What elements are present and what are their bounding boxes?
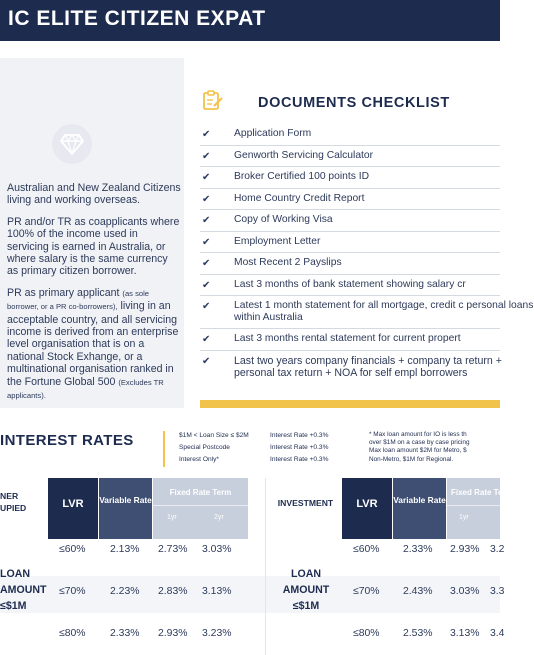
check-icon: ✔ bbox=[202, 236, 211, 248]
owner-occupied-label-line: NER bbox=[0, 491, 19, 501]
header-divider bbox=[447, 505, 500, 506]
category-line: ≤$1M bbox=[292, 600, 320, 612]
table-cell-fixed-2yr: 3.3 bbox=[490, 586, 505, 597]
table-cell-variable: 2.53% bbox=[403, 628, 433, 639]
list-item bbox=[200, 210, 500, 232]
check-icon: ✔ bbox=[202, 334, 211, 345]
eligibility-panel bbox=[0, 58, 184, 408]
check-icon: ✔ bbox=[202, 172, 211, 183]
checklist-title: DOCUMENTS CHECKLIST bbox=[258, 95, 450, 111]
lvr-header: LVR bbox=[48, 478, 98, 539]
table-cell-fixed-1yr: 2.73% bbox=[158, 544, 188, 555]
category-line: AMOUNT bbox=[0, 584, 47, 596]
table-cell-variable: 2.43% bbox=[403, 586, 433, 597]
increment-item: Interest Rate +0.3% bbox=[270, 456, 329, 463]
fixed-1yr-label: 1yr bbox=[459, 514, 469, 521]
variable-rate-header: Variable Rate bbox=[393, 478, 446, 539]
table-divider bbox=[265, 478, 266, 655]
fixed-rate-header bbox=[447, 478, 513, 539]
table-cell-lvr: ≤80% bbox=[59, 628, 86, 639]
owner-occupied-label bbox=[0, 490, 42, 514]
page-title: IC ELITE CITIZEN EXPAT bbox=[8, 7, 266, 30]
table-cell-lvr: ≤60% bbox=[353, 544, 380, 555]
fixed-rate-header bbox=[153, 478, 248, 539]
check-icon: ✔ bbox=[202, 355, 211, 367]
owner-occupied-label-line: UPIED bbox=[0, 503, 27, 513]
checklist-item-label: Last 3 months rental statement for current propert bbox=[234, 333, 461, 344]
checklist-item-label: Home Country Credit Report bbox=[234, 192, 365, 204]
table-cell-variable: 2.13% bbox=[110, 544, 140, 555]
table-cell-lvr: ≤70% bbox=[353, 586, 380, 597]
list-item bbox=[200, 232, 500, 254]
list-item bbox=[200, 189, 500, 211]
clipboard-edit-icon bbox=[202, 89, 224, 116]
footnote-line: * Max loan amount for IO is less th bbox=[369, 431, 467, 438]
table-cell-fixed-2yr: 3.2 bbox=[490, 544, 505, 555]
check-icon: ✔ bbox=[202, 129, 211, 140]
fixed-1yr-label: 1yr bbox=[167, 514, 177, 521]
check-icon: ✔ bbox=[202, 150, 211, 162]
list-item bbox=[200, 253, 500, 275]
checklist-item-label: Genworth Servicing Calculator bbox=[234, 149, 374, 161]
header-bar bbox=[0, 0, 500, 41]
list-item bbox=[200, 275, 500, 297]
increment-item: Interest Rate +0.3% bbox=[270, 432, 329, 439]
checklist-item-label: Broker Certified 100 points ID bbox=[234, 171, 370, 182]
table-cell-fixed-2yr: 3.03% bbox=[202, 544, 232, 555]
list-item bbox=[200, 146, 500, 168]
eligibility-pr-tr-coapplicants: PR and/or TR as coapplicants where 100% of the income used in servicing is earned in Australia, or where salary is the same currency as primary citizen borrower. bbox=[7, 215, 180, 278]
pr-primary-note: (as sole borrower, or a PR co-borrowers), bbox=[7, 288, 150, 312]
pr-primary-lead: PR as primary applicant bbox=[7, 286, 120, 299]
footnote-line: over $1M on a case by case pricing bbox=[369, 439, 470, 447]
table-cell-lvr: ≤80% bbox=[353, 628, 380, 639]
table-cell-lvr: ≤60% bbox=[59, 544, 86, 555]
checklist-header bbox=[200, 85, 500, 121]
list-item bbox=[200, 167, 500, 189]
increment-item: Interest Rate +0.3% bbox=[270, 444, 329, 451]
legend-accent-bar bbox=[163, 431, 165, 467]
table-cell-fixed-2yr: 3.23% bbox=[202, 628, 232, 639]
check-icon: ✔ bbox=[202, 258, 211, 269]
checklist-item-label: Latest 1 month statement for all mortgage, credit c personal loans within Australia bbox=[234, 300, 534, 323]
legend-item: $1M < Loan Size ≤ $2M bbox=[179, 432, 249, 439]
footnote-line: Max loan amount $2M for Metro, $ bbox=[369, 447, 467, 455]
table-cell-fixed-1yr: 2.93% bbox=[158, 628, 188, 639]
table-cell-fixed-1yr: 2.83% bbox=[158, 586, 188, 597]
footnote-line: Non-Metro, $1M for Regional. bbox=[369, 455, 454, 463]
table-cell-variable: 2.23% bbox=[110, 586, 140, 597]
checklist-item-label: Last 3 months of bank statement showing salary cr bbox=[234, 278, 466, 290]
check-icon: ✔ bbox=[202, 301, 211, 312]
fixed-2yr-label: 2yr bbox=[214, 514, 224, 521]
table-cell-fixed-2yr: 3.13% bbox=[202, 586, 232, 597]
list-item bbox=[200, 329, 500, 351]
fixed-rate-term-label: Fixed Rate Term bbox=[169, 488, 232, 497]
category-line: ≤$1M bbox=[0, 600, 27, 612]
table-cell-variable: 2.33% bbox=[110, 628, 140, 639]
diamond-icon bbox=[52, 124, 92, 164]
table-cell-fixed-1yr: 3.13% bbox=[450, 628, 480, 639]
pr-primary-body: living in an acceptable country, and all servicing income is derived from an enterprise level organisation that is on a national Stock Exhange, or a multinational organisation ranked in the Fortune Global 500 bbox=[7, 300, 179, 388]
category-line: LOAN bbox=[290, 568, 321, 580]
investment-label: INVESTMENT bbox=[277, 498, 334, 508]
table-cell-fixed-1yr: 3.03% bbox=[450, 586, 480, 597]
table-cell-fixed-1yr: 2.93% bbox=[450, 544, 480, 555]
header-divider bbox=[153, 505, 248, 506]
list-item bbox=[200, 296, 534, 329]
check-icon: ✔ bbox=[202, 193, 211, 205]
category-line: AMOUNT bbox=[282, 584, 330, 596]
lvr-header: LVR bbox=[342, 478, 392, 539]
fixed-rate-term-label: Fixed Rate Term bbox=[451, 488, 513, 497]
eligibility-text bbox=[7, 182, 181, 412]
documents-checklist bbox=[200, 124, 534, 403]
legend-item: Interest Only* bbox=[179, 456, 219, 463]
rates-title: INTEREST RATES bbox=[0, 432, 134, 449]
pr-primary-exclusion: (Excludes TR applicants). bbox=[7, 377, 164, 401]
checklist-accent-rule bbox=[200, 400, 500, 408]
legend-item: Special Postcode bbox=[179, 444, 230, 451]
check-icon: ✔ bbox=[202, 279, 211, 291]
owner-loan-amount-label bbox=[0, 566, 47, 614]
eligibility-citizens: Australian and New Zealand Citizens living and working overseas. bbox=[7, 182, 181, 207]
rates-footnote bbox=[369, 431, 500, 464]
variable-rate-header: Variable Rate bbox=[99, 478, 152, 539]
table-cell-fixed-2yr: 3.4 bbox=[490, 628, 505, 639]
investment-loan-amount-label bbox=[270, 566, 342, 614]
table-cell-lvr: ≤70% bbox=[59, 586, 86, 597]
checklist-item-label: Employment Letter bbox=[234, 235, 321, 247]
rate-adjustments-legend bbox=[163, 431, 268, 467]
checklist-item-label: Copy of Working Visa bbox=[234, 214, 333, 225]
checklist-item-label: Application Form bbox=[234, 128, 312, 139]
list-item bbox=[200, 124, 500, 146]
checklist-item-label: Most Recent 2 Payslips bbox=[234, 257, 342, 268]
check-icon: ✔ bbox=[202, 215, 211, 226]
checklist-item-label: Last two years company financials + company ta return + personal tax return + NOA for self empl borrowers bbox=[234, 354, 502, 379]
category-line: LOAN bbox=[0, 568, 31, 580]
list-item bbox=[200, 351, 500, 403]
eligibility-pr-primary bbox=[7, 287, 181, 403]
table-cell-variable: 2.33% bbox=[403, 544, 433, 555]
